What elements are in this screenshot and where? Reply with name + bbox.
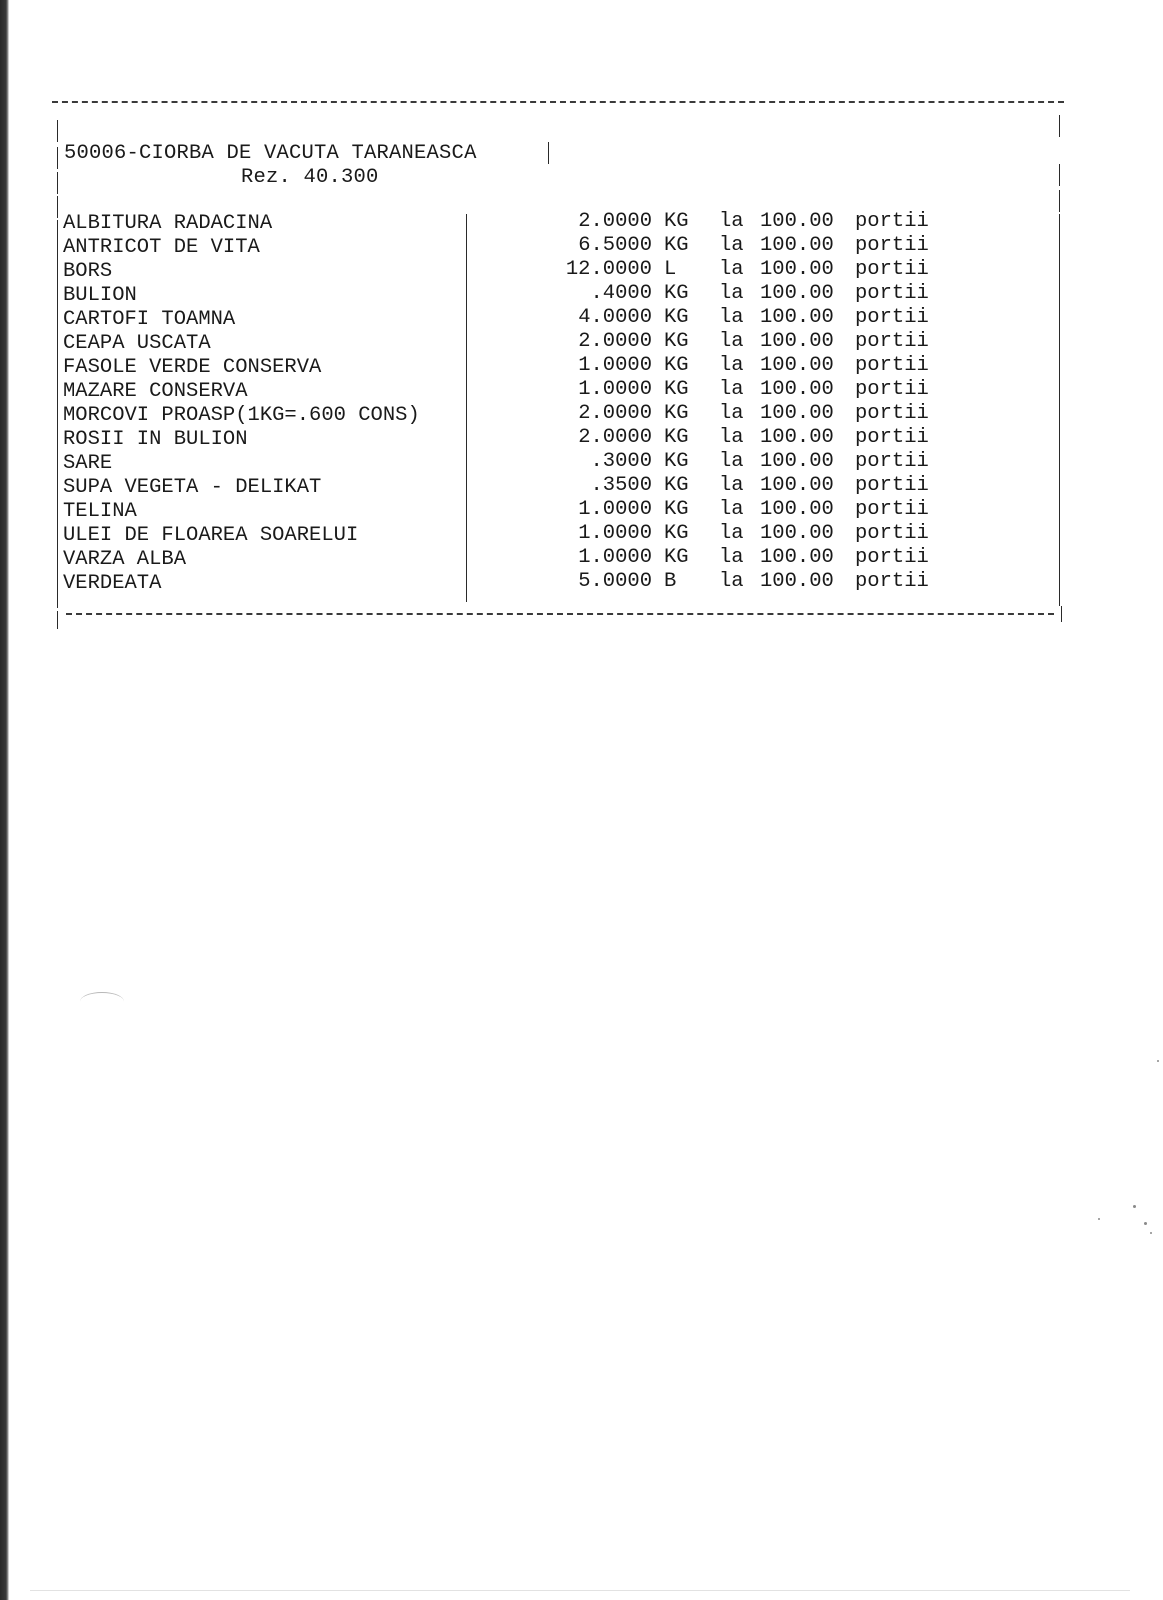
portion-count: 100.00 xyxy=(760,210,834,233)
per-label: la xyxy=(719,474,744,497)
portion-word: portii xyxy=(855,546,929,569)
ingredient-unit: KG xyxy=(664,450,689,473)
portion-counts xyxy=(760,210,834,594)
portion-count: 100.00 xyxy=(760,570,834,593)
portion-count: 100.00 xyxy=(760,354,834,377)
portion-count: 100.00 xyxy=(760,282,834,305)
column-separator xyxy=(466,214,467,602)
per-label: la xyxy=(719,498,744,521)
left-frame-line xyxy=(57,611,58,629)
portion-word: portii xyxy=(855,234,929,257)
ingredient-unit: B xyxy=(664,570,677,593)
ingredient-quantity: 2.0000 xyxy=(578,330,652,353)
right-frame-line xyxy=(1059,214,1060,606)
scan-speck xyxy=(1157,1060,1159,1062)
ingredient-quantity: 4.0000 xyxy=(578,306,652,329)
ingredient-name: TELINA xyxy=(63,500,137,523)
per-label: la xyxy=(719,258,744,281)
ingredient-quantity: 6.5000 xyxy=(578,234,652,257)
right-frame-line xyxy=(1059,190,1060,212)
ingredient-name: VARZA ALBA xyxy=(63,548,187,571)
ingredient-quantity: .3000 xyxy=(590,450,652,473)
per-label: la xyxy=(719,234,744,257)
scan-smudge xyxy=(80,992,124,1011)
right-frame-line xyxy=(1061,606,1062,622)
ingredient-name: MAZARE CONSERVA xyxy=(63,380,248,403)
per-label: la xyxy=(719,282,744,305)
title-end-bar xyxy=(548,142,549,164)
ingredient-quantity: 5.0000 xyxy=(578,570,652,593)
ingredient-unit: KG xyxy=(664,402,689,425)
portion-word: portii xyxy=(855,426,929,449)
portion-word: portii xyxy=(855,282,929,305)
ingredient-names xyxy=(63,212,420,596)
right-frame-line xyxy=(1059,164,1060,186)
ingredient-quantity: 12.0000 xyxy=(565,258,652,281)
ingredient-unit: KG xyxy=(664,546,689,569)
recipe-title: 50006-CIORBA DE VACUTA TARANEASCA xyxy=(64,142,477,165)
ingredient-quantity: 1.0000 xyxy=(578,354,652,377)
portion-word: portii xyxy=(855,330,929,353)
ingredient-quantity: .3500 xyxy=(590,474,652,497)
right-frame-line xyxy=(1059,115,1060,137)
per-label: la xyxy=(719,402,744,425)
ingredient-name: VERDEATA xyxy=(63,572,162,595)
left-frame-line xyxy=(57,172,58,194)
left-frame-line xyxy=(57,196,58,218)
portion-words xyxy=(855,210,929,594)
ingredient-name: SUPA VEGETA - DELIKAT xyxy=(63,476,322,499)
portion-count: 100.00 xyxy=(760,546,834,569)
ingredient-quantity: 1.0000 xyxy=(578,378,652,401)
per-label: la xyxy=(719,306,744,329)
portion-word: portii xyxy=(855,402,929,425)
per-label: la xyxy=(719,354,744,377)
ingredient-name: CEAPA USCATA xyxy=(63,332,211,355)
bottom-dashed-border xyxy=(66,613,1054,615)
ingredient-quantity: 2.0000 xyxy=(578,210,652,233)
portion-word: portii xyxy=(855,522,929,545)
ingredient-name: ROSII IN BULION xyxy=(63,428,248,451)
scan-speck xyxy=(1144,1222,1147,1225)
portion-count: 100.00 xyxy=(760,234,834,257)
portion-word: portii xyxy=(855,354,929,377)
ingredient-quantity: 1.0000 xyxy=(578,522,652,545)
ingredient-unit: KG xyxy=(664,234,689,257)
ingredient-name: SARE xyxy=(63,452,113,475)
portion-count: 100.00 xyxy=(760,498,834,521)
portion-count: 100.00 xyxy=(760,474,834,497)
per-label: la xyxy=(719,426,744,449)
portion-count: 100.00 xyxy=(760,258,834,281)
top-dashed-border xyxy=(52,101,1064,103)
per-label: la xyxy=(719,378,744,401)
portion-count: 100.00 xyxy=(760,306,834,329)
portion-count: 100.00 xyxy=(760,330,834,353)
left-frame-line xyxy=(57,220,58,608)
ingredient-unit: KG xyxy=(664,474,689,497)
per-label: la xyxy=(719,450,744,473)
ingredient-unit: KG xyxy=(664,378,689,401)
scan-speck xyxy=(1150,1232,1152,1234)
ingredient-name: BULION xyxy=(63,284,137,307)
ingredient-quantity: .4000 xyxy=(590,282,652,305)
ingredient-name: FASOLE VERDE CONSERVA xyxy=(63,356,322,379)
scan-speck xyxy=(1133,1205,1136,1208)
ingredient-name: ANTRICOT DE VITA xyxy=(63,236,260,259)
ingredient-name: BORS xyxy=(63,260,113,283)
portion-count: 100.00 xyxy=(760,522,834,545)
ingredient-quantity: 2.0000 xyxy=(578,402,652,425)
portion-word: portii xyxy=(855,570,929,593)
ingredient-units xyxy=(664,210,689,594)
recipe-reference: Rez. 40.300 xyxy=(241,166,379,189)
ingredient-unit: KG xyxy=(664,498,689,521)
ingredient-unit: KG xyxy=(664,522,689,545)
portion-word: portii xyxy=(855,210,929,233)
per-label: la xyxy=(719,546,744,569)
portion-word: portii xyxy=(855,450,929,473)
per-label: la xyxy=(719,210,744,233)
portion-word: portii xyxy=(855,378,929,401)
ingredient-unit: KG xyxy=(664,330,689,353)
portion-count: 100.00 xyxy=(760,402,834,425)
per-label: la xyxy=(719,570,744,593)
ingredient-quantity: 1.0000 xyxy=(578,498,652,521)
ingredient-name: ULEI DE FLOAREA SOARELUI xyxy=(63,524,359,547)
portion-word: portii xyxy=(855,306,929,329)
ingredient-unit: KG xyxy=(664,210,689,233)
left-frame-line xyxy=(57,147,58,169)
ingredient-unit: KG xyxy=(664,306,689,329)
portion-count: 100.00 xyxy=(760,426,834,449)
left-frame-line xyxy=(57,120,58,142)
portion-count: 100.00 xyxy=(760,378,834,401)
scan-edge-bottom xyxy=(30,1590,1130,1591)
portion-count: 100.00 xyxy=(760,450,834,473)
per-labels xyxy=(719,210,744,594)
scan-edge-shadow xyxy=(0,0,9,1600)
portion-word: portii xyxy=(855,474,929,497)
scan-speck xyxy=(1098,1218,1100,1220)
ingredient-name: ALBITURA RADACINA xyxy=(63,212,273,235)
ingredient-name: CARTOFI TOAMNA xyxy=(63,308,236,331)
per-label: la xyxy=(719,330,744,353)
ingredient-unit: KG xyxy=(664,282,689,305)
ingredient-quantity: 2.0000 xyxy=(578,426,652,449)
portion-word: portii xyxy=(855,258,929,281)
ingredient-unit: KG xyxy=(664,354,689,377)
ingredient-quantities xyxy=(520,210,652,594)
per-label: la xyxy=(719,522,744,545)
ingredient-unit: KG xyxy=(664,426,689,449)
ingredient-name: MORCOVI PROASP(1KG=.600 CONS) xyxy=(63,404,420,427)
ingredient-unit: L xyxy=(664,258,677,281)
portion-word: portii xyxy=(855,498,929,521)
ingredient-quantity: 1.0000 xyxy=(578,546,652,569)
